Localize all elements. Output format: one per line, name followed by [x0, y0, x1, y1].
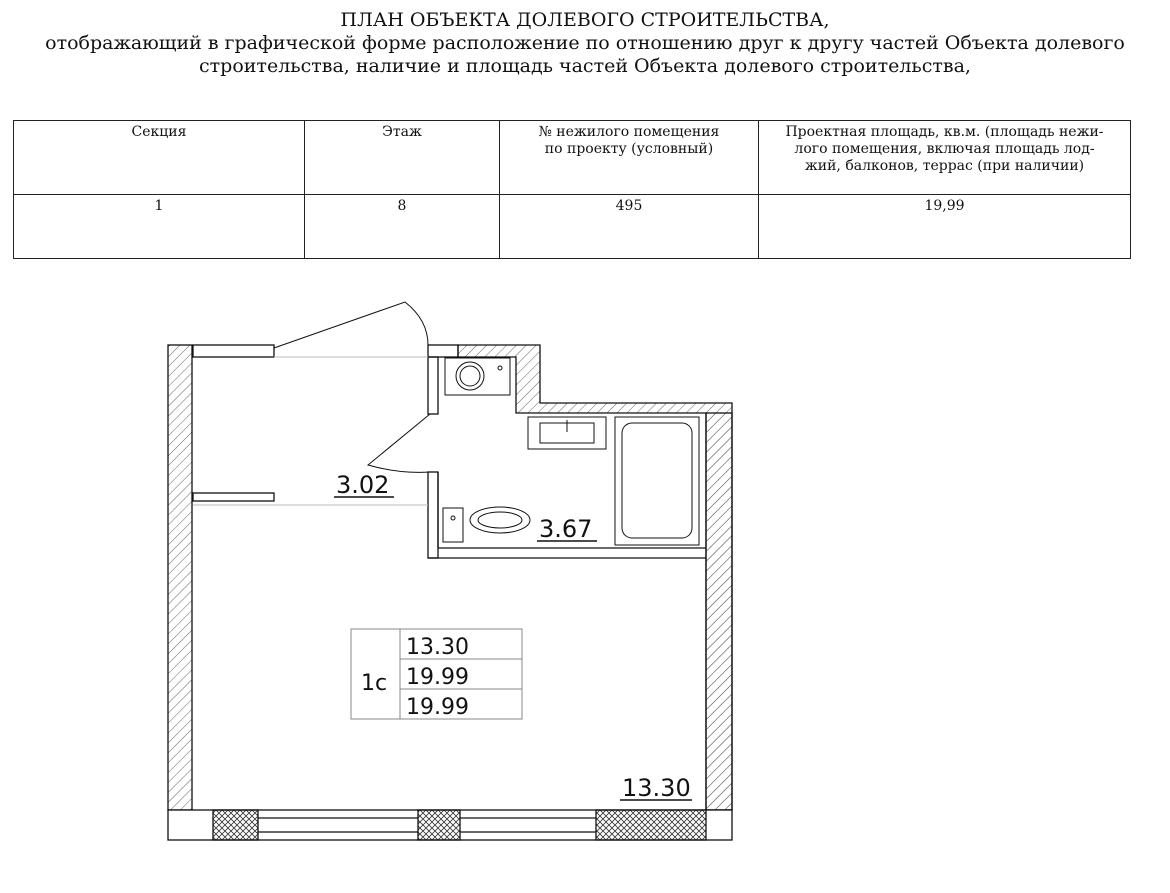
legend-living-area: 13.30 [406, 635, 469, 660]
header-number [500, 121, 759, 195]
cell-section: 1 [14, 195, 305, 259]
header-number-line2: по проекту (условный) [544, 141, 714, 157]
cell-area: 19,99 [759, 195, 1131, 259]
header-area-line3: жий, балконов, террас (при наличии) [804, 158, 1085, 174]
outer-walls [168, 345, 732, 840]
object-info-table [13, 120, 1131, 259]
plan-title: ПЛАН ОБЪЕКТА ДОЛЕВОГО СТРОИТЕЛЬСТВА, [340, 9, 830, 31]
table-row [14, 195, 1131, 259]
bathtub [615, 417, 699, 545]
room-area-label: 13.30 [622, 774, 691, 802]
header-section [14, 121, 305, 195]
table-header-row [14, 121, 1131, 195]
entrance-door [274, 302, 428, 348]
plan-subtitle-line1: отображающий в графической форме расположение по отношению друг к другу частей Объекта долевого [45, 32, 1125, 54]
plan-subtitle-line2: строительства, наличие и площадь частей Объекта долевого строительства, [199, 55, 971, 77]
hall-area-label: 3.02 [336, 471, 390, 499]
header-number-line1: № нежилого помещения [538, 124, 720, 140]
cell-number: 495 [500, 195, 759, 259]
toilet [443, 507, 530, 542]
header-area-line1: Проектная площадь, кв.м. (площадь нежи- [785, 124, 1104, 140]
floor-plan [0, 290, 760, 860]
header-area-line2: лого помещения, включая площадь лод- [794, 141, 1095, 157]
header-floor-text: Этаж [382, 124, 422, 140]
legend-total-area: 19.99 [406, 665, 469, 690]
legend-type-label: 1с [361, 671, 388, 696]
cell-floor: 8 [305, 195, 500, 259]
sink [528, 417, 606, 449]
interior-walls [193, 357, 706, 558]
legend-total-loggia-area: 19.99 [406, 695, 469, 720]
header-floor [305, 121, 500, 195]
header-section-text: Секция [131, 124, 187, 140]
bath-area-label: 3.67 [539, 515, 593, 543]
header-area [759, 121, 1131, 195]
bathroom-door [368, 414, 430, 472]
washing-machine [445, 358, 510, 395]
